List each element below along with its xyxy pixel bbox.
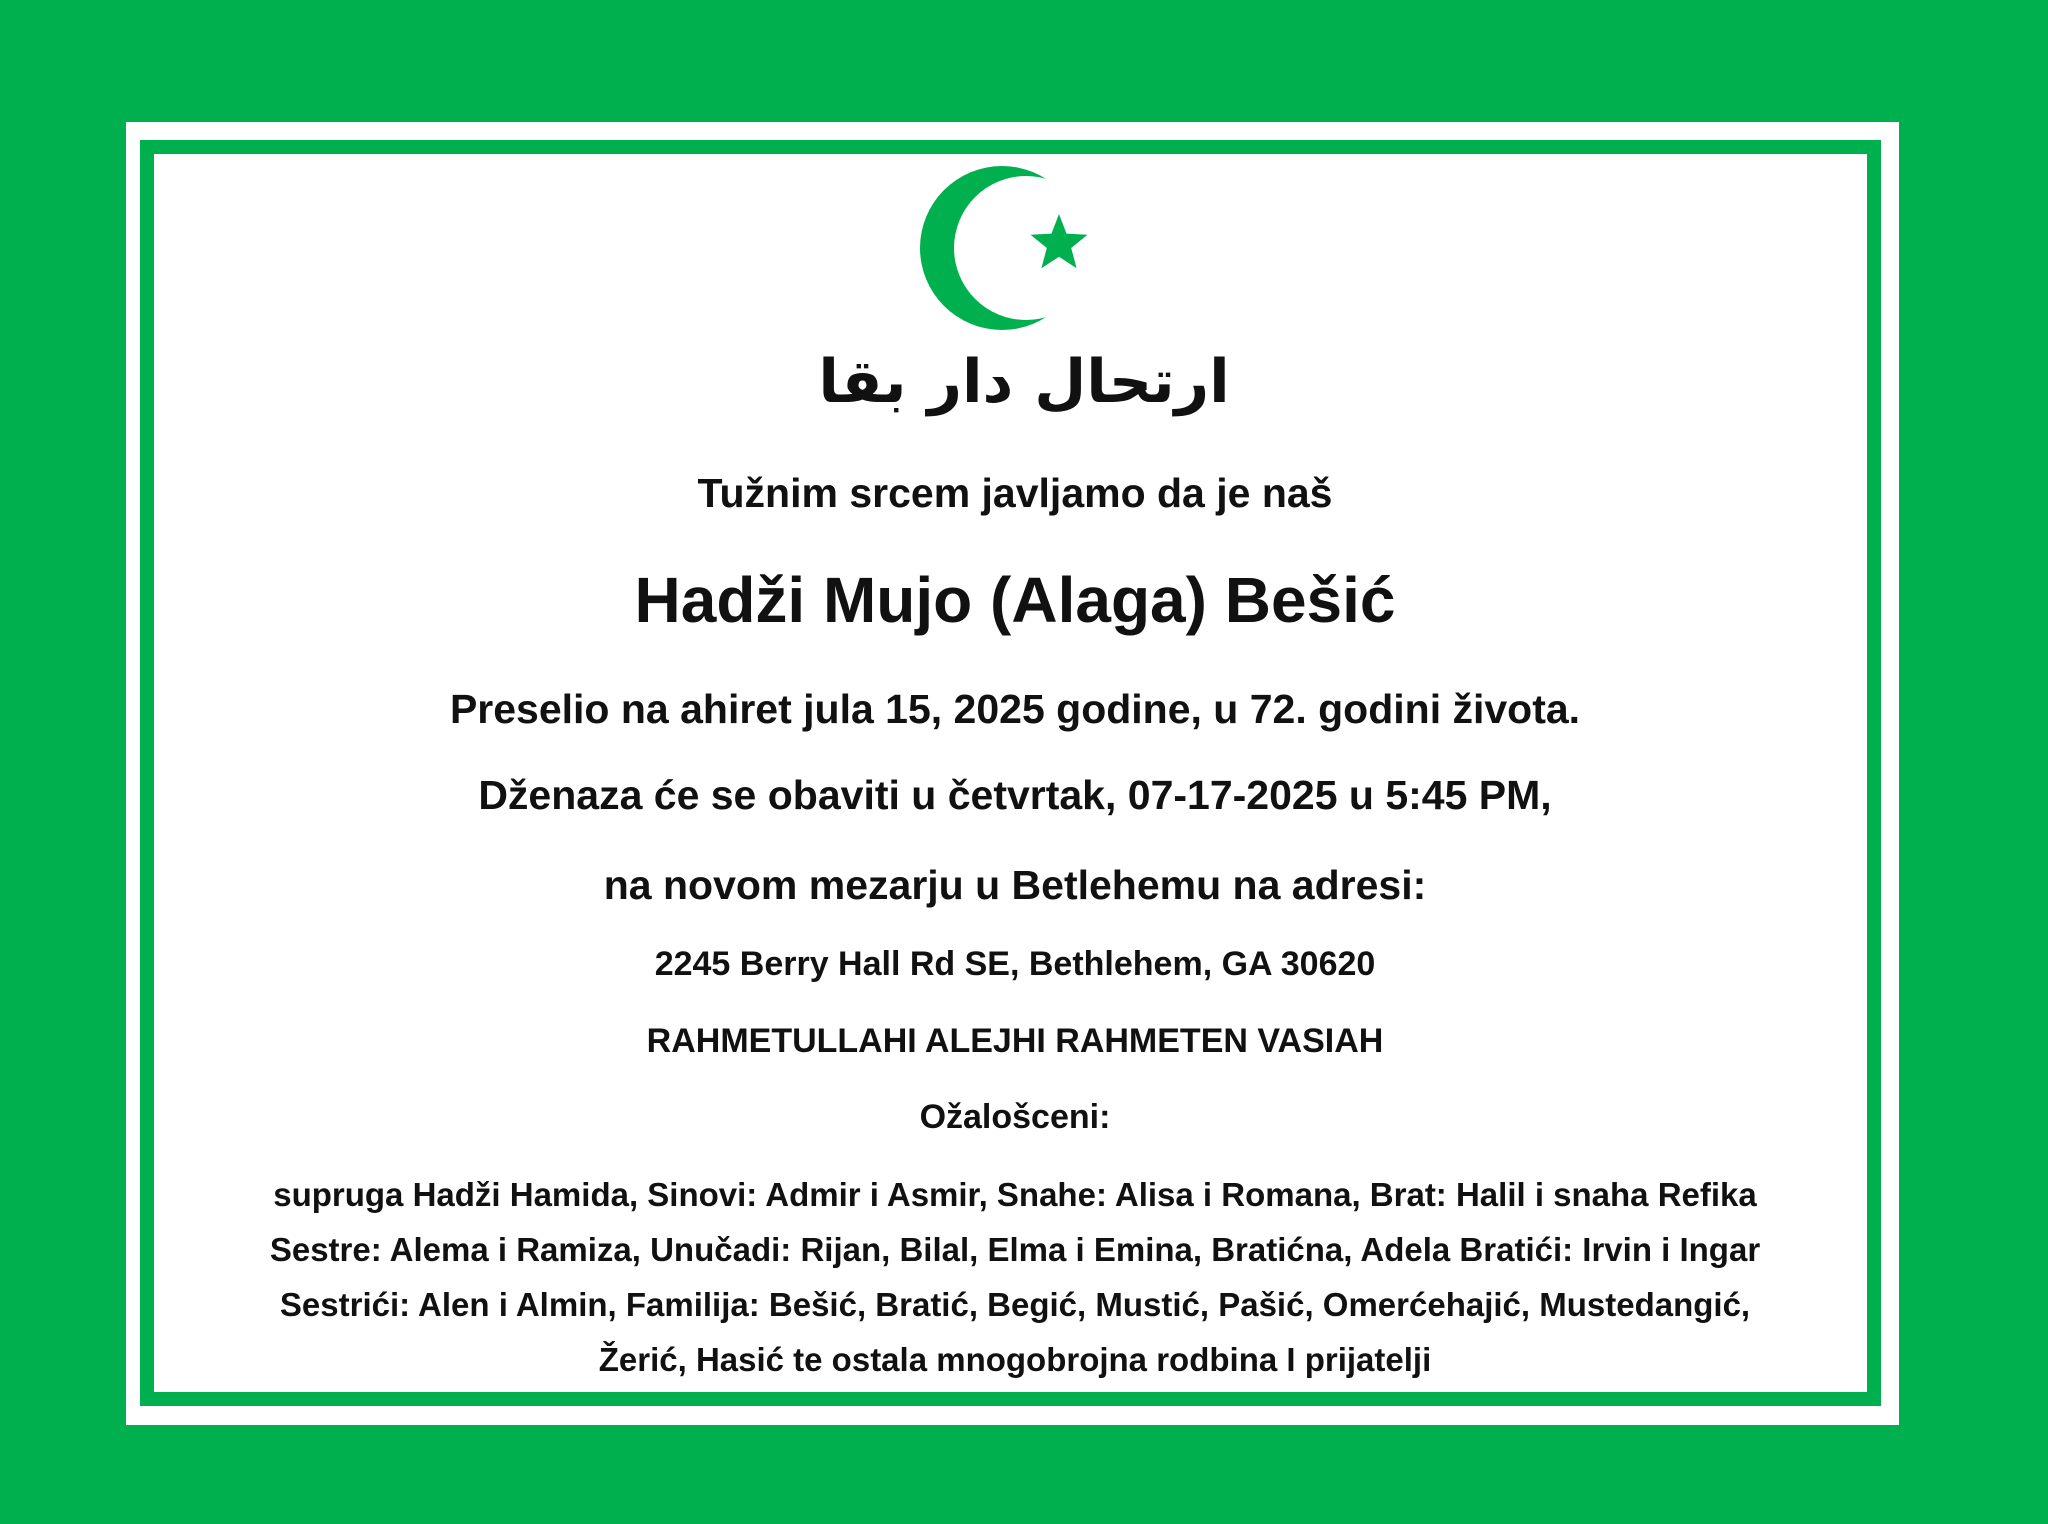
- funeral-time-text: Dženaza će se obaviti u četvrtak, 07-17-2025 u 5:45 PM,: [478, 772, 1552, 818]
- passing-date-text: Preselio na ahiret jula 15, 2025 godine, u 72. godini života.: [449, 686, 1581, 732]
- prayer-text: RAHMETULLAHI ALEJHI RAHMETEN VASIAH: [646, 1022, 1384, 1060]
- mourners-line: supruga Hadži Hamida, Sinovi: Admir i Asmir, Snahe: Alisa i Romana, Brat: Halil i snaha Refika: [273, 1176, 1757, 1213]
- deceased-name: Hadži Mujo (Alaga) Bešić: [634, 564, 1396, 636]
- crescent-star-icon: [818, 162, 1230, 442]
- mourners-line: Žerić, Hasić te ostala mnogobrojna rodbina I prijatelji: [598, 1341, 1432, 1378]
- funeral-location-text: na novom mezarju u Betlehemu na adresi:: [603, 862, 1427, 908]
- intro-text: Tužnim srcem javljamo da je naš: [697, 470, 1333, 516]
- mourners-heading: Ožalošceni:: [919, 1098, 1111, 1136]
- mourners-line: Sestrići: Alen i Almin, Familija: Bešić, Bratić, Begić, Mustić, Pašić, Omerćehajić, Mustedangić,: [279, 1286, 1751, 1323]
- funeral-address: 2245 Berry Hall Rd SE, Bethlehem, GA 30620: [654, 945, 1376, 983]
- emblem: [0, 162, 2048, 442]
- mourners-line: Sestre: Alema i Ramiza, Unučadi: Rijan, Bilal, Elma i Emina, Bratićna, Adela Bratići: Irvin i Ingar: [269, 1231, 1761, 1268]
- mourners-list: [150, 1167, 1880, 1387]
- calligraphy-text: ارتحال دار بقا: [818, 347, 1230, 417]
